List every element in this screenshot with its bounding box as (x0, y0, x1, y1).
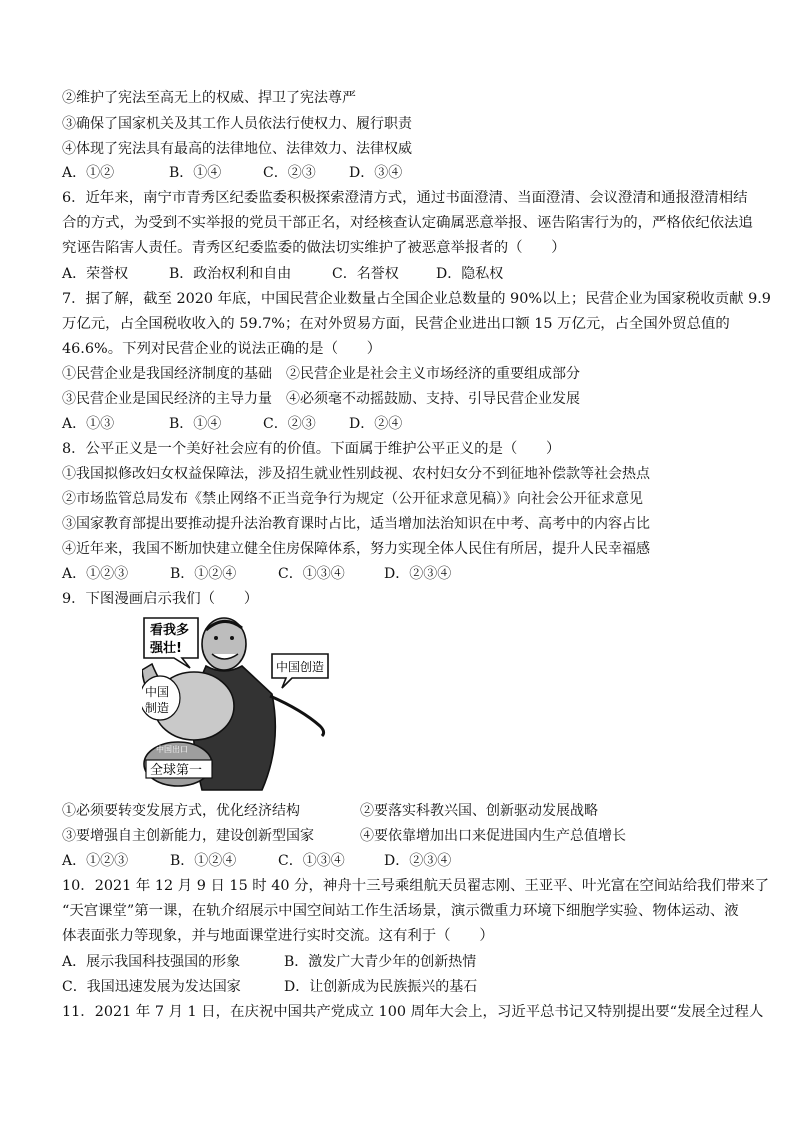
option-a: A．①② (62, 165, 115, 181)
option-a: A．①②③ (62, 566, 129, 582)
option-b: B．政治权利和自由 (169, 266, 292, 282)
q5-options (62, 163, 402, 183)
option-c: C．名誉权 (332, 266, 399, 282)
q10-option-b: B．激发广大青少年的创新热情 (284, 954, 477, 970)
q10-option-a: A．展示我国科技强国的形象 (62, 954, 241, 970)
bubble-right-text: 中国创造 (276, 660, 325, 674)
arm-label-2: 制造 (145, 701, 170, 715)
q7-stem-line1: 7．据了解，截至 2020 年底，中国民营企业数量占全国企业总数量的 90%以上；民营企业为国家税收贡献 9.9 (62, 291, 771, 307)
q10-stem-line2: “天宫课堂”第一课，在轨介绍展示中国空间站工作生活场景，演示微重力环境下细胞学实验、物体运动、液 (62, 903, 739, 919)
q6-stem-line2: 合的方式，为受到不实举报的党员干部正名，对经核查认定确属恶意举报、诬告陷害行为的，严格依纪依法追 (62, 215, 753, 231)
medal-top-text: 中国出口 (156, 745, 188, 754)
option-a: A．①③ (62, 416, 115, 432)
q10-option-d: D．让创新成为民族振兴的基石 (284, 979, 478, 995)
q10-stem-line1: 10．2021 年 12 月 9 日 15 时 40 分，神舟十三号乘组航天员翟志刚、王亚平、叶光富在空间站给我们带来了 (62, 878, 770, 894)
option-b: B．①④ (169, 165, 222, 181)
q8-statement-3: ③国家教育部提出要推动提升法治教育课时占比，适当增加法治知识在中考、高考中的内容占比 (62, 516, 650, 532)
option-b: B．①④ (169, 416, 222, 432)
q8-statement-4: ④近年来，我国不断加快建立健全住房保障体系，努力实现全体人民住有所居，提升人民幸福感 (62, 541, 650, 557)
option-d: D．隐私权 (436, 266, 504, 282)
q8-statement-1: ①我国拟修改妇女权益保障法，涉及招生就业性别歧视、农村妇女分不到征地补偿款等社会热点 (62, 466, 650, 482)
arm-label-1: 中国 (145, 685, 170, 699)
q7-stem-line3: 46.6%。下列对民营企业的说法正确的是（ ） (62, 341, 382, 357)
statement-2: ②维护了宪法至高无上的权威、捍卫了宪法尊严 (62, 90, 356, 106)
q9-statement-2: ②要落实科教兴国、创新驱动发展战略 (360, 803, 598, 819)
bubble-left-text-2: 强壮! (150, 641, 182, 656)
option-a: A．荣誉权 (62, 266, 129, 282)
q7-statements-1: ①民营企业是我国经济制度的基础 ②民营企业是社会主义市场经济的重要组成部分 (62, 366, 580, 382)
q8-options (62, 564, 451, 584)
q7-statements-2: ③民营企业是国民经济的主导力量 ④必须毫不动摇鼓励、支持、引导民营企业发展 (62, 391, 580, 407)
figure-eye (214, 636, 218, 640)
option-c: C．②③ (263, 416, 316, 432)
q9-statement-1: ①必须要转变发展方式，优化经济结构 (62, 803, 300, 819)
q9-options (62, 851, 451, 871)
option-d: D．②④ (349, 416, 403, 432)
option-b: B．①②④ (170, 566, 237, 582)
medal-banner-text: 全球第一 (150, 763, 203, 778)
option-d: D．②③④ (384, 853, 452, 869)
q9-statement-4: ④要依靠增加出口来促进国内生产总值增长 (360, 828, 626, 844)
option-b: B．①②④ (170, 853, 237, 869)
statement-3: ③确保了国家机关及其工作人员依法行使权力、履行职责 (62, 116, 412, 132)
q8-statement-2: ②市场监管总局发布《禁止网络不正当竞争行为规定（公开征求意见稿）》向社会公开征求意见 (62, 491, 643, 507)
option-c: C．②③ (263, 165, 316, 181)
q6-stem-line3: 究诬告陷害人责任。青秀区纪委监委的做法切实维护了被恶意举报者的（ ） (62, 240, 566, 256)
option-d: D．③④ (349, 165, 403, 181)
q6-stem-line1: 6．近年来，南宁市青秀区纪委监委积极探索澄清方式，通过书面澄清、当面澄清、会议澄清和通报澄清相结 (62, 190, 748, 206)
q10-option-c: C．我国迅速发展为发达国家 (62, 979, 241, 995)
q7-options (62, 414, 402, 434)
bubble-left-text-1: 看我多 (150, 623, 190, 638)
option-a: A．①②③ (62, 853, 129, 869)
figure-thin-arm (270, 696, 324, 736)
cartoon-illustration (142, 614, 332, 792)
q7-stem-line2: 万亿元，占全国税收收入的 59.7%；在对外贸易方面，民营企业进出口额 15 万亿元，占全国外贸总值的 (62, 316, 730, 332)
q8-stem: 8．公平正义是一个美好社会应有的价值。下面属于维护公平正义的是（ ） (62, 441, 561, 457)
figure-eye (230, 636, 234, 640)
option-c: C．①③④ (278, 853, 345, 869)
q10-stem-line3: 体表面张力等现象，并与地面课堂进行实时交流。这有利于（ ） (62, 928, 494, 944)
q9-stem: 9．下图漫画启示我们（ ） (62, 591, 259, 607)
q6-options (62, 264, 503, 284)
option-c: C．①③④ (278, 566, 345, 582)
q11-stem-line1: 11．2021 年 7 月 1 日，在庆祝中国共产党成立 100 周年大会上，习近平总书记又特别提出要“发展全过程人 (62, 1004, 764, 1020)
option-d: D．②③④ (384, 566, 452, 582)
q9-statement-3: ③要增强自主创新能力，建设创新型国家 (62, 828, 314, 844)
statement-4: ④体现了宪法具有最高的法律地位、法律效力、法律权威 (62, 141, 412, 157)
